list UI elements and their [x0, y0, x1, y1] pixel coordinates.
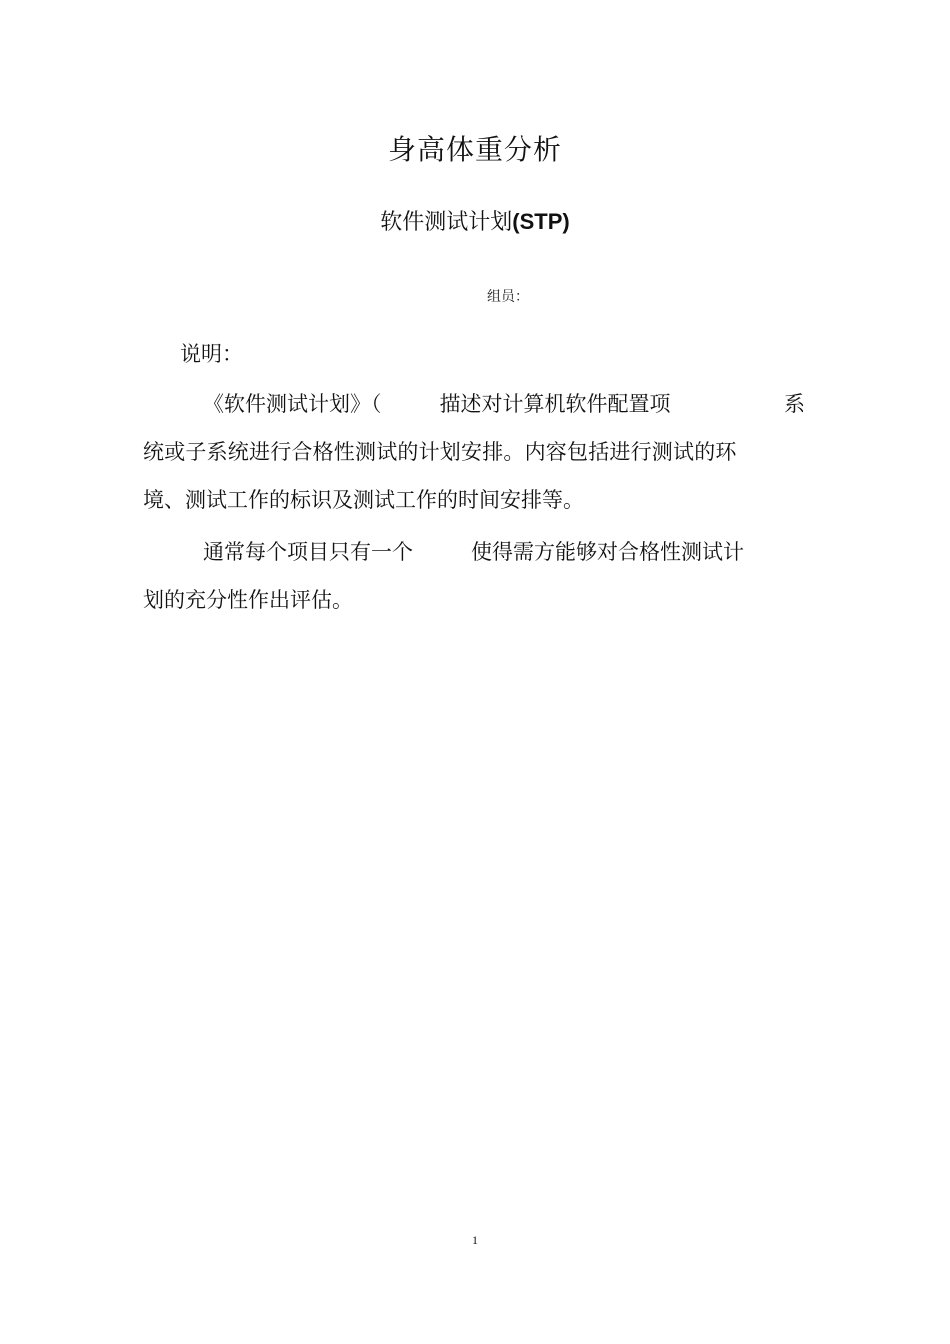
subtitle-abbr: (STP) — [512, 209, 570, 234]
page-number: 1 — [472, 1233, 478, 1247]
paragraph-line: 统或子系统进行合格性测试的计划安排。内容包括进行测试的环 — [143, 440, 737, 464]
document-title: 身高体重分析 — [387, 133, 562, 166]
paragraph-text: 《软件测试计划》（ — [203, 392, 382, 416]
members-label: 组员： — [487, 289, 529, 305]
paragraph-line: 划的充分性作出评估。 — [143, 588, 353, 612]
subtitle-main: 软件测试计划 — [380, 210, 513, 235]
section-heading: 说明： — [180, 342, 243, 366]
paragraph-text: 通常每个项目只有一个 — [203, 540, 413, 564]
paragraph-line — [143, 528, 805, 576]
document-subtitle — [0, 205, 950, 236]
paragraph-text: 使得需方能够对合格性测试计 — [471, 540, 744, 564]
paragraph-description — [143, 380, 805, 524]
paragraph-line — [143, 380, 805, 428]
paragraph-line: 境、测试工作的标识及测试工作的时间安排等。 — [143, 488, 584, 512]
paragraph-text: 描述对计算机软件配置项 — [439, 392, 671, 416]
paragraph-text: 系 — [784, 392, 805, 416]
paragraph-usage — [143, 528, 805, 624]
